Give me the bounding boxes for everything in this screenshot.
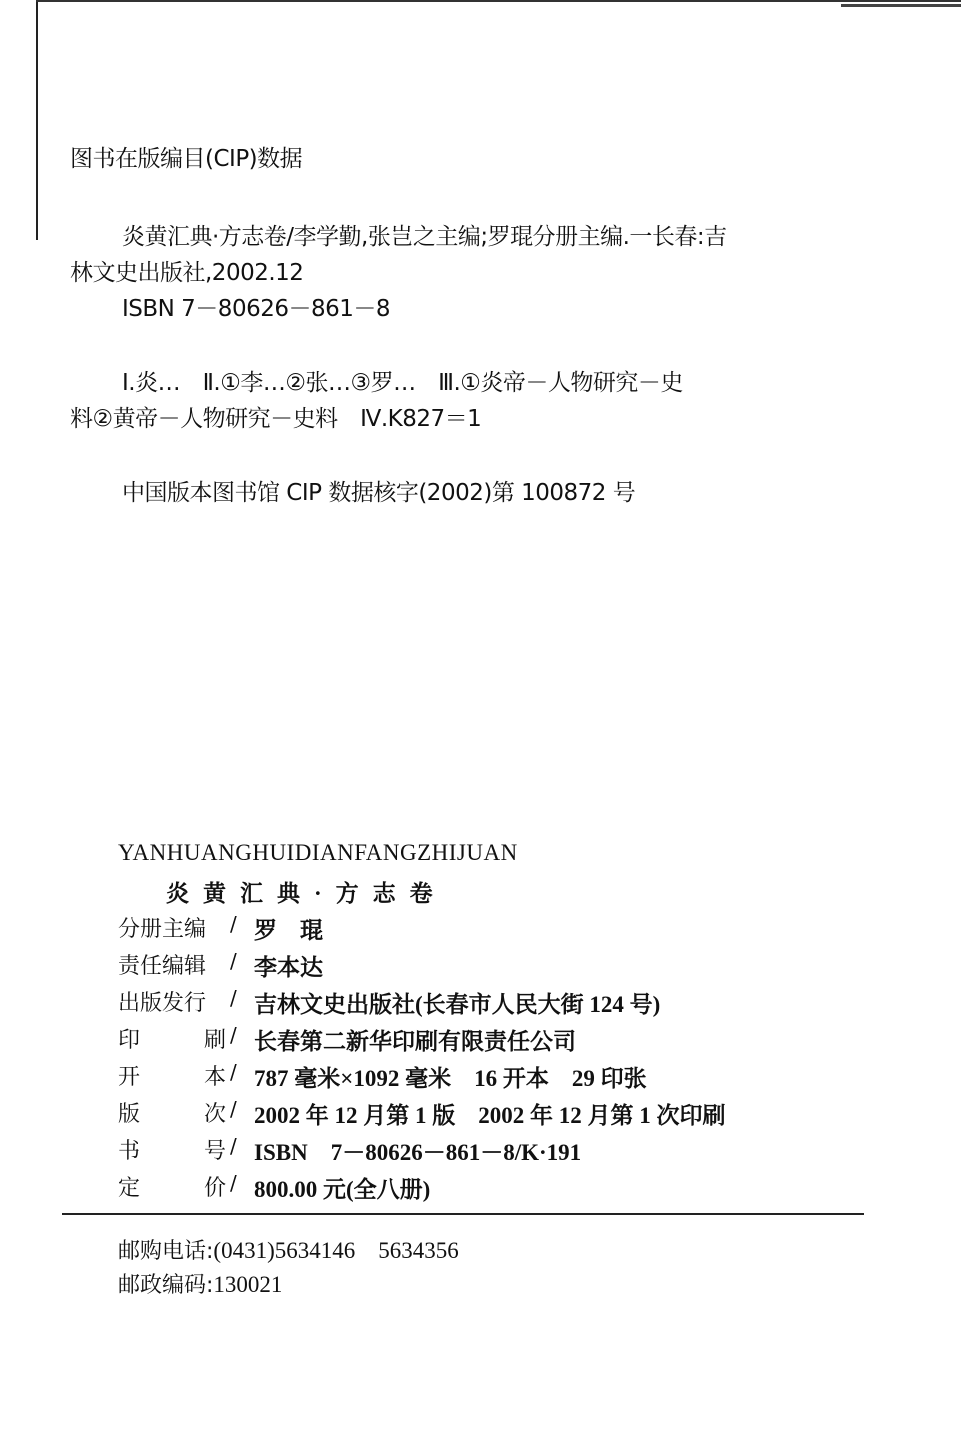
imprint-row-value: 长春第二新华印刷有限责任公司	[254, 1029, 576, 1054]
title-pinyin: YANHUANGHUIDIANFANGZHIJUAN	[118, 840, 518, 865]
scan-edge-top-right	[841, 4, 961, 7]
label-char: 刷	[203, 1028, 226, 1053]
imprint-row-separator: /	[230, 1134, 237, 1158]
imprint-row-separator: /	[230, 949, 237, 973]
label-char: 开	[118, 1065, 141, 1090]
scan-edge-left	[36, 0, 38, 240]
imprint-row-value: 2002 年 12 月第 1 版 2002 年 12 月第 1 次印刷	[254, 1103, 726, 1128]
cip-isbn: ISBN 7－80626－861－8	[122, 296, 391, 322]
cip-description-line-2: 林文史出版社,2002.12	[70, 260, 304, 286]
imprint-row-separator: /	[230, 1171, 237, 1195]
postcode-value: 130021	[213, 1272, 283, 1297]
imprint-row-label: 责任编辑	[118, 954, 207, 979]
imprint-row-label: 分册主编	[118, 917, 207, 942]
cip-subject-line-2: 料②黄帝－人物研究－史料 Ⅳ.K827＝1	[70, 406, 482, 432]
label-char: 定	[118, 1176, 141, 1201]
cip-approval-number: 中国版本图书馆 CIP 数据核字(2002)第 100872 号	[122, 480, 636, 506]
imprint-row-label: 出版发行	[118, 991, 207, 1016]
imprint-row-separator: /	[230, 1060, 237, 1084]
label-char: 印	[118, 1028, 141, 1053]
postal-code	[118, 1268, 282, 1299]
book-title: 炎黄汇典·方志卷	[166, 881, 447, 906]
imprint-row-separator: /	[230, 912, 237, 936]
imprint-row-separator: /	[230, 986, 237, 1010]
postcode-label: 邮政编码:	[118, 1273, 214, 1298]
imprint-row-value: ISBN 7－80626－861－8/K·191	[254, 1140, 582, 1165]
imprint-row-value: 吉林文史出版社(长春市人民大街 124 号)	[254, 992, 661, 1017]
phone-value: (0431)5634146 5634356	[213, 1238, 459, 1263]
imprint-row-value: 800.00 元(全八册)	[254, 1177, 431, 1202]
phone-label: 邮购电话:	[118, 1239, 214, 1264]
scan-edge-top	[36, 0, 961, 2]
cip-description-line-1: 炎黄汇典·方志卷/李学勤,张岂之主编;罗琨分册主编.一长春:吉	[122, 224, 727, 250]
imprint-row-value: 李本达	[254, 955, 323, 980]
divider-line	[62, 1213, 864, 1215]
imprint-row-separator: /	[230, 1023, 237, 1047]
mail-order-phone	[118, 1232, 459, 1265]
label-char: 号	[203, 1139, 226, 1164]
label-char: 价	[203, 1176, 226, 1201]
cip-subject-line-1: Ⅰ.炎… Ⅱ.①李…②张…③罗… Ⅲ.①炎帝－人物研究－史	[122, 370, 683, 396]
label-char: 次	[203, 1102, 226, 1127]
label-char: 本	[203, 1065, 226, 1090]
imprint-row-value: 罗 琨	[254, 918, 323, 943]
imprint-row-separator: /	[230, 1097, 237, 1121]
label-char: 书	[118, 1139, 141, 1164]
imprint-row-value: 787 毫米×1092 毫米 16 开本 29 印张	[254, 1066, 647, 1091]
cip-heading: 图书在版编目(CIP)数据	[70, 146, 303, 172]
label-char: 版	[118, 1102, 141, 1127]
